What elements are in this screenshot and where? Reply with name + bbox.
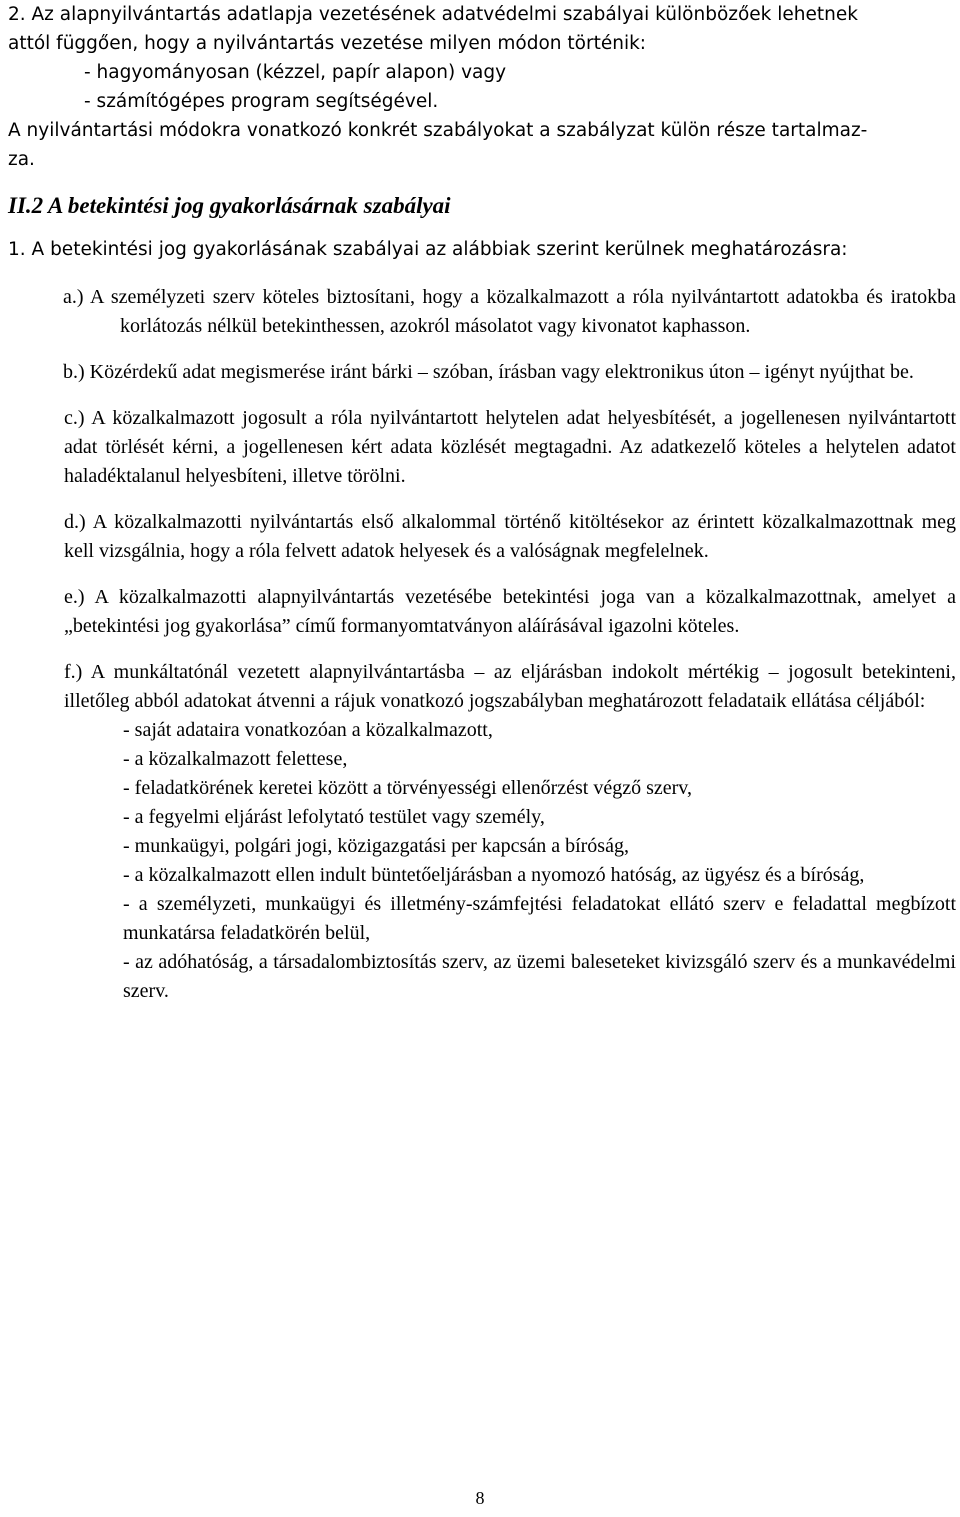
intro-paragraph (8, 0, 956, 58)
intro-closing (8, 116, 956, 174)
point-1: 1. A betekintési jog gyakorlásának szabályai az alábbiak szerint kerülnek meghatározásra: (8, 239, 848, 260)
section-heading: II.2 A betekintési jog gyakorlásárnak szabályai (8, 193, 451, 218)
list-item: - munkaügyi, polgári jogi, közigazgatási per kapcsán a bíróság, (123, 835, 629, 857)
item-e: e.) A közalkalmazotti alapnyilvántartás vezetésébe betekintési joga van a közalkalmazottnak, amelyet a „betekintési jog gyakorlása” című formanyomtatványon aláírásával igazolni köteles. (64, 586, 956, 637)
list-item: - az adóhatóság, a társadalombiztosítás szerv, az üzemi baleseteket kivizsgáló szerv és a munkavédelmi szerv. (123, 951, 956, 1002)
item-c: c.) A közalkalmazott jogosult a róla nyilvántartott helytelen adat helyesbítését, a jogellenesen nyilvántartott adat törlését kérni, a jogellenesen kért adata közlését megtagadni. Az adatkezelő köteles a helytelen adatot haladéktalanul helyesbíteni, illetve törölni. (64, 407, 956, 487)
intro-line: attól függően, hogy a nyilvántartás vezetése milyen módon történik: (8, 33, 647, 54)
list-item: - a közalkalmazott ellen indult büntetőeljárásban a nyomozó hatóság, az ügyész és a bíróság, (123, 864, 865, 886)
method-item: - hagyományosan (kézzel, papír alapon) vagy (84, 62, 507, 83)
list-item: - feladatkörének keretei között a törvényességi ellenőrzést végző szerv, (123, 777, 692, 799)
storage-methods (8, 58, 956, 116)
intro-line: A nyilvántartási módokra vonatkozó konkrét szabályokat a szabályzat külön része tartalmaz- (8, 120, 868, 141)
item-f: f.) A munkáltatónál vezetett alapnyilvántartásba – az eljárásban indokolt mértékig – jogosult betekinteni, illetőleg abból adatokat átvenni a rájuk vonatkozó jogszabályban meghatározott feladataik ellátása céljából: (64, 661, 956, 712)
item-b: b.) Közérdekű adat megismerése iránt bárki – szóban, írásban vagy elektronikus úton – igényt nyújthat be. (63, 361, 914, 383)
item-d: d.) A közalkalmazotti nyilvántartás első alkalommal történő kitöltésekor az érintett közalkalmazottnak meg kell vizsgálnia, hogy a róla felvett adatok helyesek és a valóságnak megfelelnek. (64, 511, 956, 562)
list-item: - a közalkalmazott felettese, (123, 748, 348, 770)
list-item: - a fegyelmi eljárást lefolytató testület vagy személy, (123, 806, 545, 828)
page-number: 8 (475, 1488, 485, 1508)
intro-line: 2. Az alapnyilvántartás adatlapja vezetésének adatvédelmi szabályai különbözőek lehetnek (8, 4, 858, 25)
list-item: - a személyzeti, munkaügyi és illetmény-számfejtési feladatokat ellátó szerv e feladattal megbízott munkatársa feladatkörén belül, (123, 893, 956, 944)
authorized-parties-list (8, 716, 956, 1006)
intro-line: za. (8, 149, 35, 170)
item-a: a.) A személyzeti szerv köteles biztosítani, hogy a közalkalmazott a róla nyilvántartott adatokba és iratokba korlátozás nélkül betekinthessen, azokról másolatot vagy kivonatot kaphasson. (63, 286, 956, 337)
document-page (8, 0, 956, 1006)
method-item: - számítógépes program segítségével. (84, 91, 439, 112)
list-item: - saját adataira vonatkozóan a közalkalmazott, (123, 719, 493, 741)
